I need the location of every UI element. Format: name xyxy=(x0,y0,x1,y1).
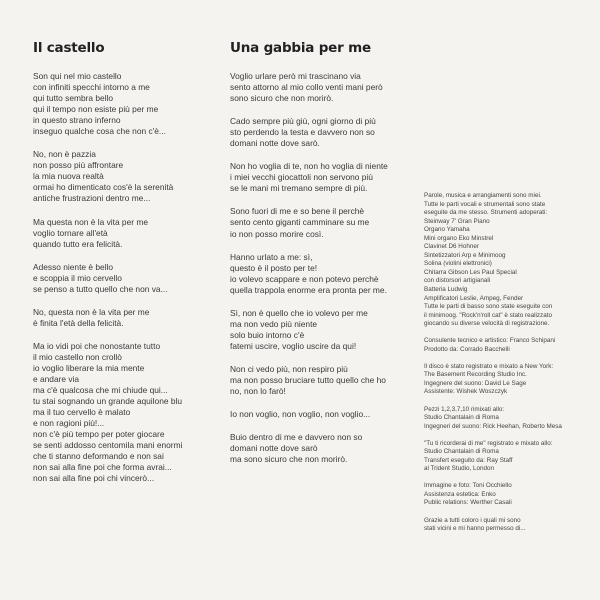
text-line: se le mani mi tremano sempre di più. xyxy=(230,183,368,194)
text-line: se penso a tutto quello che non va... xyxy=(33,283,168,294)
text-line: qui il tempo non esiste più per me xyxy=(33,104,159,115)
lyrics-il-castello xyxy=(33,71,182,497)
text-line: i miei vecchi giocattoli non servono più xyxy=(230,172,373,183)
text-line: antiche frustrazioni dentro me... xyxy=(33,193,151,204)
text-line: Voglio urlare però mi trascinano via xyxy=(230,71,361,81)
text-line: Non ho voglia di te, non ho voglia di niente xyxy=(230,161,388,172)
text-line: Io non voglio, non voglio, non voglio... xyxy=(230,409,371,420)
stanza xyxy=(230,308,388,352)
text-line: Mini organo Eko Minstrel xyxy=(424,234,494,242)
text-line: tu stai sognando un grande aquilone blu xyxy=(33,396,183,407)
stanza xyxy=(230,161,388,194)
text-line: qui tutto sembra bello xyxy=(33,93,114,104)
text-line: Tutte le parti di basso sono state eseguite con xyxy=(424,303,553,311)
stanza xyxy=(230,364,388,397)
text-line: inseguo qualche cosa che non c'è... xyxy=(33,126,166,137)
text-line: domani notte dove sarò. xyxy=(230,138,320,149)
text-line: Grazie a tutti coloro i quali mi sono xyxy=(424,516,521,524)
text-line: Sono fuori di me e so bene il perchè xyxy=(230,206,365,217)
stanza xyxy=(230,409,388,420)
text-line: domani notte dove sarò xyxy=(230,443,318,454)
text-line: e andare via xyxy=(33,374,80,385)
credits-block xyxy=(424,406,596,432)
text-line: Amplificatori Leslie, Ampeg, Fender xyxy=(424,294,524,302)
text-line: sto perdendo la testa e davvero non so xyxy=(230,127,375,138)
text-line: Clavinet D6 Hohner xyxy=(424,243,479,251)
text-line: ormai ho dimenticato cos'è la serenità xyxy=(33,182,174,193)
text-line: Batteria Ludwig xyxy=(424,286,468,294)
text-line: la mia nuova realtà xyxy=(33,171,104,182)
text-line: ma non vedo più niente xyxy=(230,318,318,329)
credits-column xyxy=(424,192,596,542)
text-line: voglio tornare all'età xyxy=(33,227,108,238)
text-line: Organo Yamaha xyxy=(424,226,470,234)
text-line: Ma questa non è la vita per me xyxy=(33,216,148,227)
text-line: Immagine e foto: Toni Occhiello xyxy=(424,482,512,490)
text-line: Public relations: Werther Casali xyxy=(424,499,512,507)
text-line: non sai alla fine poi chi vincerò... xyxy=(33,473,155,484)
text-line: e non ragioni più!... xyxy=(33,418,105,429)
text-line: Ma io vidi poi che nonostante tutto xyxy=(33,340,161,351)
stanza xyxy=(230,252,388,296)
text-line: Parole, musica e arrangiamenti sono miei. xyxy=(424,192,542,199)
stanza xyxy=(33,307,182,329)
text-line: Ingegnere del suono: David Le Sage xyxy=(424,379,527,387)
text-line: io volevo scappare e non potevo perchè xyxy=(230,273,379,284)
text-line: Tutte le parti vocali e strumentali sono state xyxy=(424,200,546,208)
text-line: no, non lo farò! xyxy=(230,386,286,397)
text-line: Prodotto da: Corrado Bacchelli xyxy=(424,345,510,353)
text-line: Studio Chantalain di Roma xyxy=(424,414,499,422)
stanza xyxy=(33,262,182,295)
text-line: Solina (violini elettronici) xyxy=(424,260,492,268)
stanza xyxy=(33,149,182,204)
lyrics-una-gabbia-per-me xyxy=(230,71,388,477)
text-line: Son qui nel mio castello xyxy=(33,71,122,81)
text-line: con infiniti specchi intorno a me xyxy=(33,82,150,93)
stanza xyxy=(230,432,388,465)
text-line: Steinway 7' Gran Piano xyxy=(424,217,490,225)
stanza xyxy=(230,71,388,104)
text-line: con distorsori artigianali xyxy=(424,277,491,285)
song-title-una-gabbia-per-me: Una gabbia per me xyxy=(230,40,371,56)
text-line: quando tutto era felicità. xyxy=(33,238,123,249)
text-line: e scoppia il mio cervello xyxy=(33,272,122,283)
text-line: Sintetizzatori Arp e Minimoog xyxy=(424,251,506,259)
text-line: eseguite da me stesso. Strumenti adoperati: xyxy=(424,209,548,217)
text-line: Il disco è stato registrato e mixato a New York: xyxy=(424,362,554,370)
text-line: Ingegneri del suono: Rick Heehan, Roberto Mesa xyxy=(424,422,562,430)
text-line: Adesso niente è bello xyxy=(33,261,114,272)
text-line: sento attorno al mio collo venti mani però xyxy=(230,82,383,93)
stanza xyxy=(33,341,182,485)
text-line: io voglio liberare la mia mente xyxy=(33,362,145,373)
text-line: The Basement Recording Studio Inc. xyxy=(424,371,527,379)
stanza xyxy=(33,71,182,137)
text-line: Cado sempre più giù, ogni giorno di più xyxy=(230,116,376,127)
credits-block xyxy=(424,440,596,474)
text-line: No, questa non è la vita per me xyxy=(33,306,150,317)
text-line: al Trident Studio, London xyxy=(424,465,495,473)
text-line: sono sicuro che non morirò. xyxy=(230,93,334,104)
credits-block xyxy=(424,517,596,534)
text-line: Pezzi 1,2,3,7,10 rimixati allo: xyxy=(424,405,505,413)
text-line: Assistente: Wishek Woszczyk xyxy=(424,388,508,396)
text-line: Studio Chantalain di Roma xyxy=(424,448,499,456)
text-line: Non ci vedo più, non respiro più xyxy=(230,363,348,374)
text-line: io non posso morire così. xyxy=(230,228,324,239)
text-line: non sai alla fine poi che forma avrai... xyxy=(33,462,172,473)
text-line: non posso più affrontare xyxy=(33,160,124,171)
credits-block xyxy=(424,337,596,354)
text-line: Consulente tecnico e artistico: Franco Schipani xyxy=(424,337,556,345)
text-line: Chitarra Gibson Les Paul Special xyxy=(424,268,517,276)
text-line: No, non è pazzia xyxy=(33,149,96,160)
text-line: il minimoog. "Rock'n'roll cat" è stato realizzato xyxy=(424,311,552,319)
text-line: fatemi uscire, voglio uscire da qui! xyxy=(230,340,357,351)
text-line: Transfert eseguito da: Ray Staff xyxy=(424,456,513,464)
text-line: solo buio intorno c'è xyxy=(230,329,305,340)
text-line: non c'è più tempo per poter giocare xyxy=(33,429,165,440)
stanza xyxy=(230,116,388,149)
stanza xyxy=(230,206,388,239)
text-line: è finita l'età della felicità. xyxy=(33,317,124,328)
text-line: Assistenza estetica: Enko xyxy=(424,490,496,498)
text-line: stati vicini e mi hanno permesso di... xyxy=(424,525,526,533)
credits-block xyxy=(424,363,596,397)
text-line: che ti stanno deformando e non sai xyxy=(33,451,164,462)
text-line: questo è il posto per te! xyxy=(230,262,318,273)
text-line: in questo strano inferno xyxy=(33,115,121,126)
text-line: sento cento giganti camminare su me xyxy=(230,217,370,228)
text-line: Hanno urlato a me: sì, xyxy=(230,251,313,262)
text-line: quella trappola enorme era pronta per me. xyxy=(230,284,387,295)
text-line: Sì, non è quello che io volevo per me xyxy=(230,307,368,318)
credits-block xyxy=(424,192,596,329)
text-line: giocando su diverse velocità di registrazione. xyxy=(424,320,550,328)
text-line: se senti addosso centomila mani enormi xyxy=(33,440,183,451)
text-line: ma c'è qualcosa che mi chiude qui... xyxy=(33,385,168,396)
text-line: Buio dentro di me e davvero non so xyxy=(230,432,363,443)
text-line: ma sono sicuro che non morirò. xyxy=(230,454,348,465)
text-line: ma il tuo cervello è malato xyxy=(33,407,131,418)
text-line: il mio castello non crollò xyxy=(33,351,122,362)
song-title-il-castello: Il castello xyxy=(33,40,105,56)
text-line: ma non posso bruciare tutto quello che ho xyxy=(230,374,386,385)
credits-block xyxy=(424,482,596,508)
text-line: "Tu ti ricorderai di me" registrato e mixato allo: xyxy=(424,439,553,447)
stanza xyxy=(33,217,182,250)
